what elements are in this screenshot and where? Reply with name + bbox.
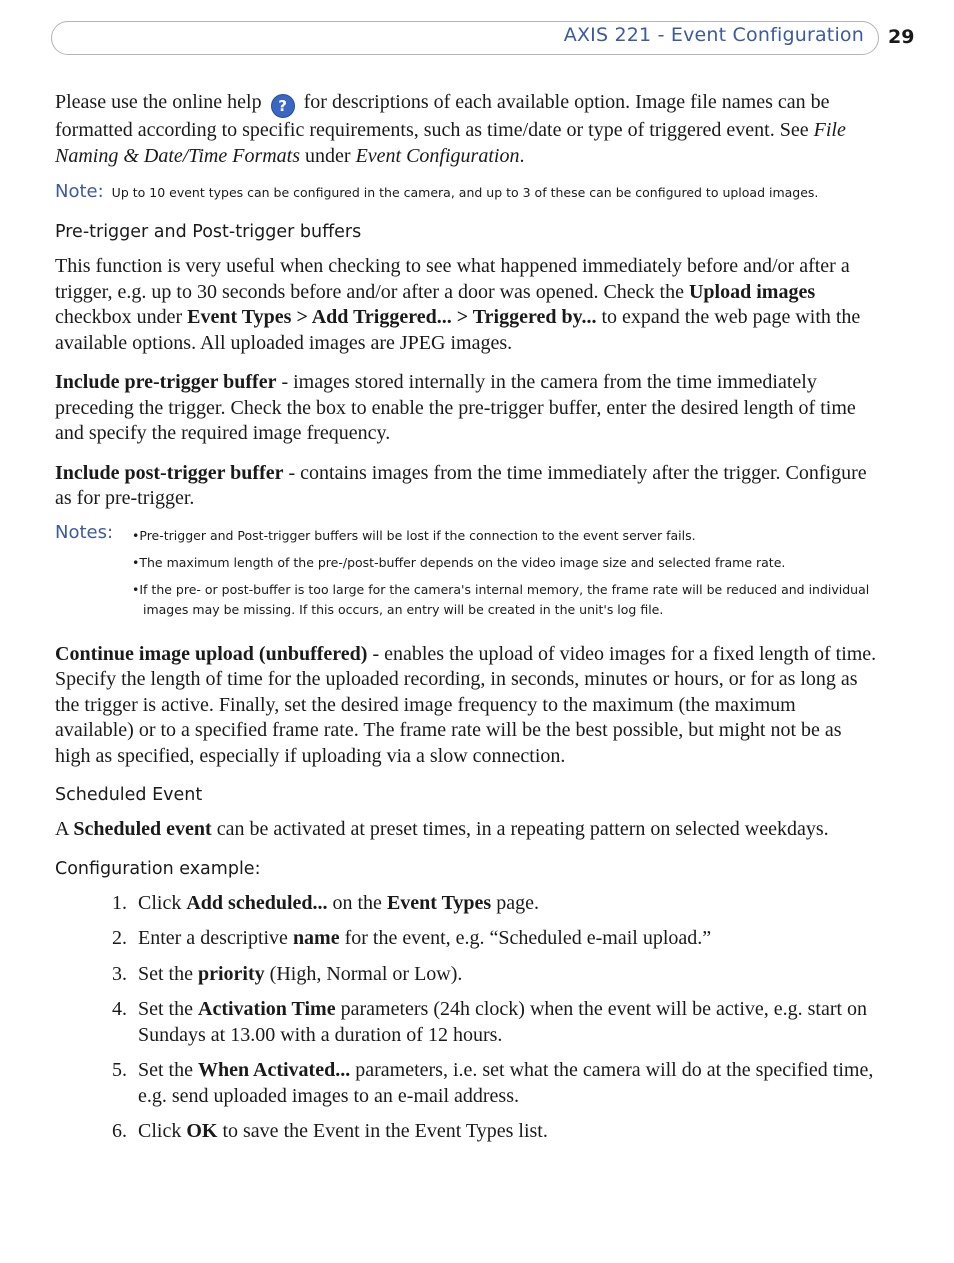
scheduled-event-paragraph bbox=[55, 817, 877, 843]
configuration-example-heading: Configuration example: bbox=[55, 858, 261, 879]
step-text: Set the bbox=[138, 962, 198, 985]
step-term: When Activated... bbox=[198, 1059, 351, 1081]
pre-trigger-paragraph bbox=[55, 370, 877, 447]
intro-paragraph bbox=[55, 90, 877, 169]
page-content bbox=[55, 90, 877, 1155]
step-text: page. bbox=[491, 891, 539, 914]
pre-trigger-text: - images stored internally in the camera from the time immediately preceding the trigger. Check the box to enable the pre-trigger buffer, enter the desired length of time and specify the required image frequency. bbox=[55, 371, 856, 444]
event-types-path: Event Types > Add Triggered... > Triggered by... bbox=[187, 306, 597, 328]
step-text: Set the bbox=[138, 998, 198, 1020]
step-term: Activation Time bbox=[198, 998, 336, 1020]
scheduled-event-heading: Scheduled Event bbox=[55, 785, 203, 805]
step-number: 4. bbox=[112, 998, 127, 1020]
note bbox=[55, 183, 877, 202]
step-number: 6. bbox=[112, 1120, 127, 1142]
buffers-paragraph bbox=[55, 254, 877, 356]
intro-text-1: Please use the online help bbox=[55, 91, 262, 113]
scheduled-text-2: can be activated at preset times, in a repeating pattern on selected weekdays. bbox=[211, 818, 829, 840]
header-title: AXIS 221 - Event Configuration bbox=[563, 24, 864, 46]
step-number: 3. bbox=[112, 962, 127, 985]
intro-text-2: for descriptions of each available option. Image file names can be formatted according to specific requirements, such as time/date or type of triggered event. See bbox=[55, 91, 830, 141]
step-term: OK bbox=[186, 1120, 218, 1142]
configuration-steps bbox=[55, 891, 877, 1145]
step-number: 2. bbox=[112, 927, 127, 949]
notes-item: •If the pre- or post-buffer is too large for the camera's internal memory, the frame rate will be reduced and individual images may be missing. If this occurs, an entry will be created in the unit's log file. bbox=[132, 581, 870, 617]
step-item bbox=[55, 1058, 877, 1109]
scheduled-event-term: Scheduled event bbox=[73, 818, 212, 840]
post-trigger-text: - contains images from the time immediately after the trigger. Configure as for pre-trigger. bbox=[55, 461, 867, 509]
step-text: parameters (24h clock) when the event will be active, e.g. start on Sundays at 13.00 with a duration of 12 hours. bbox=[138, 998, 868, 1046]
step-text: for the event, e.g. “Scheduled e-mail upload.” bbox=[339, 927, 712, 949]
step-text: Set the bbox=[138, 1059, 198, 1081]
step-item bbox=[55, 1119, 877, 1145]
step-text: Click bbox=[138, 1120, 187, 1142]
buffers-text-2: checkbox under bbox=[55, 306, 188, 328]
note-label: Note: bbox=[55, 181, 104, 202]
notes-label: Notes: bbox=[55, 521, 114, 543]
page-number: 29 bbox=[888, 26, 915, 48]
help-icon: ? bbox=[271, 94, 295, 118]
intro-ref-event-configuration: Event Configuration bbox=[355, 144, 520, 167]
step-item bbox=[55, 962, 877, 988]
step-term: priority bbox=[198, 962, 265, 985]
post-trigger-paragraph bbox=[55, 461, 877, 512]
continuous-upload-paragraph bbox=[55, 642, 877, 770]
step-term: Event Types bbox=[386, 891, 492, 914]
scheduled-text-1: A bbox=[55, 818, 74, 840]
note-text: Up to 10 event types can be configured in the camera, and up to 3 of these can be configured to upload images. bbox=[111, 185, 819, 200]
step-text: parameters, i.e. set what the camera will do at the specified time, e.g. send uploaded images to an e-mail address. bbox=[138, 1059, 874, 1107]
notes-item: •The maximum length of the pre-/post-buffer depends on the video image size and selected frame rate. bbox=[132, 554, 786, 570]
step-text: on the bbox=[327, 891, 387, 914]
buffers-text-1: This function is very useful when checking to see what happened immediately before and/or after a trigger, e.g. up to 30 seconds before and/or after a door was opened. Check the bbox=[55, 255, 850, 303]
pre-trigger-term: Include pre-trigger buffer bbox=[55, 371, 277, 393]
continuous-upload-text: - enables the upload of video images for a fixed length of time. Specify the length of time for the uploaded recording, in seconds, minutes or hours, or for as long as the trigger is active. Finally, set the desired image frequency to the maximum (the maximum available) or to a specified frame rate. The frame rate will be the best possible, but might not be as high as specified, especially if uploading via a slow connection. bbox=[55, 642, 877, 767]
step-item bbox=[55, 926, 877, 952]
upload-images-term: Upload images bbox=[688, 280, 816, 303]
notes-block bbox=[55, 521, 877, 620]
buffers-text-3: to expand the web page with the available options. All uploaded images are JPEG images. bbox=[55, 306, 861, 354]
notes-list bbox=[132, 526, 877, 620]
intro-text-4: . bbox=[519, 144, 525, 167]
step-item bbox=[55, 891, 877, 917]
post-trigger-term: Include post-trigger buffer bbox=[55, 461, 284, 484]
step-number: 5. bbox=[112, 1059, 127, 1081]
step-text: Click bbox=[138, 891, 187, 914]
step-term: Add scheduled... bbox=[186, 891, 328, 914]
step-text: Enter a descriptive bbox=[138, 927, 293, 949]
continuous-upload-term: Continue image upload (unbuffered) bbox=[55, 642, 368, 665]
intro-ref-file-naming: File Naming & Date/Time Formats bbox=[55, 119, 846, 167]
buffers-heading: Pre-trigger and Post-trigger buffers bbox=[55, 222, 362, 242]
step-number: 1. bbox=[112, 891, 127, 914]
intro-text-3: under bbox=[300, 144, 356, 167]
notes-item: •Pre-trigger and Post-trigger buffers will be lost if the connection to the event server fails. bbox=[132, 527, 696, 543]
step-term: name bbox=[292, 927, 340, 949]
step-item bbox=[55, 997, 877, 1048]
step-text: to save the Event in the Event Types list. bbox=[217, 1120, 548, 1142]
step-text: (High, Normal or Low). bbox=[264, 962, 463, 985]
